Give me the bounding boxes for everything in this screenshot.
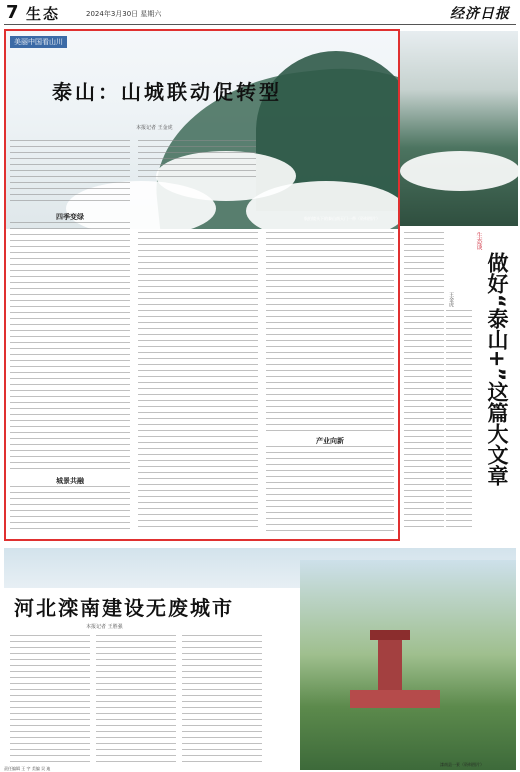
commentary-author: 王金虎 xyxy=(448,292,454,307)
subheading: 城景共融 xyxy=(56,476,84,485)
subheading: 四季变绿 xyxy=(56,212,84,221)
article-body-column xyxy=(138,140,256,180)
article-body-column xyxy=(10,486,130,534)
article-body-column xyxy=(10,222,130,474)
commentary-body-column xyxy=(404,232,444,532)
article-body-column xyxy=(138,232,258,532)
article-body-column xyxy=(10,140,130,205)
masthead-logo: 经济日报 xyxy=(450,6,510,22)
bottom-article-title: 河北滦南建设无废城市 xyxy=(14,596,234,620)
article-body-column xyxy=(182,635,262,763)
article-body-column xyxy=(266,446,394,534)
page-header xyxy=(0,0,520,26)
article-body-column xyxy=(96,635,176,763)
subheading: 产业向新 xyxy=(316,436,344,445)
luannan-city-photo xyxy=(300,560,516,770)
bottom-article-byline: 本报记者 王胜强 xyxy=(86,624,123,630)
taishan-aerial-photo xyxy=(400,31,518,226)
commentary-body-column xyxy=(446,310,472,532)
section-name: 生态 xyxy=(26,5,61,23)
footer-credits: 责任编辑 王 宇 美编 吴 迪 xyxy=(4,766,51,771)
issue-date: 2024年3月30日 星期六 xyxy=(86,10,162,18)
article-title: 泰山：山城联动促转型 xyxy=(52,80,282,104)
commentary-title: 做好“泰山+”这篇大文章 xyxy=(485,252,509,487)
page-number: 7 xyxy=(6,2,19,23)
commentary-label: 生态谈 xyxy=(475,232,482,250)
pavilion-base-shape xyxy=(350,690,440,708)
article-body-column xyxy=(10,635,90,763)
cloud-shape xyxy=(400,151,518,191)
article-kicker: 美丽中国看山川 xyxy=(10,36,67,48)
photo-caption: 航拍镜头下的泰山南天门一带（资料图片） xyxy=(304,216,380,221)
article-byline: 本报记者 王金虎 xyxy=(136,125,173,131)
pavilion-roof-shape xyxy=(370,630,410,640)
photo-caption: 滦南县一景（资料图片） xyxy=(440,762,484,767)
header-rule xyxy=(4,24,516,25)
article-body-column xyxy=(266,232,394,432)
